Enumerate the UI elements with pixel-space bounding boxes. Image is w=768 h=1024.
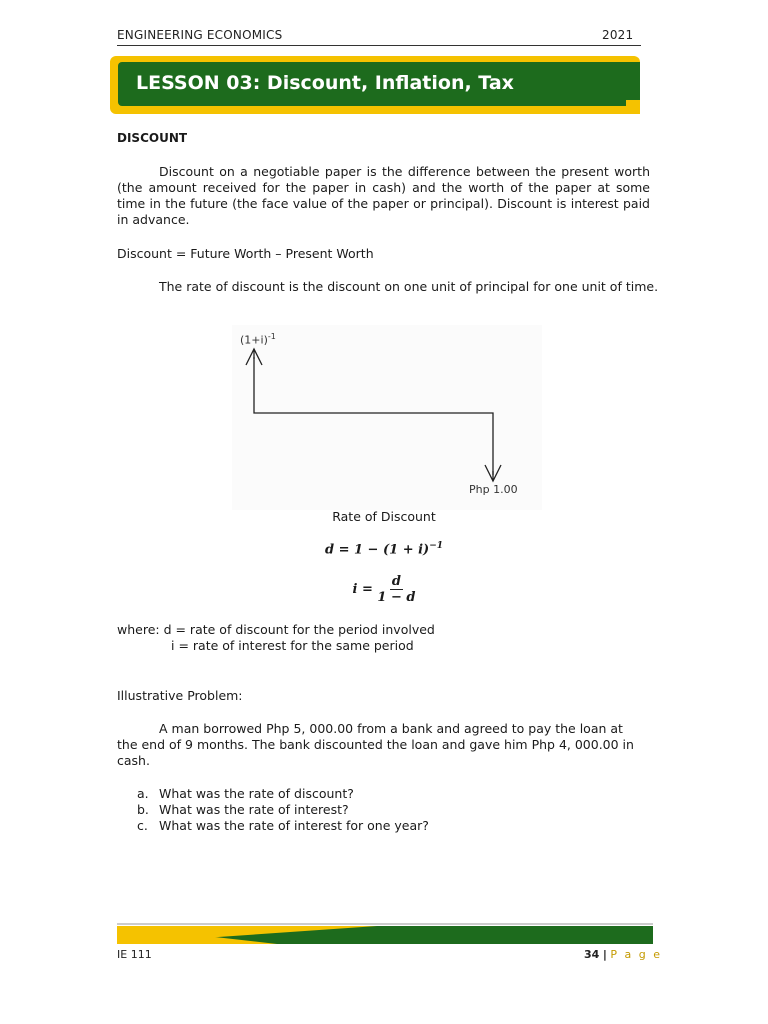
header-divider bbox=[117, 45, 641, 46]
page-number: 34 bbox=[584, 948, 600, 961]
interest-formula-lhs: i = bbox=[352, 582, 373, 597]
future-worth-label: Php 1.00 bbox=[469, 483, 518, 496]
list-item-text: What was the rate of interest for one year? bbox=[159, 818, 429, 833]
banner-panel bbox=[118, 62, 640, 106]
footer-bar bbox=[117, 922, 653, 944]
footer-bar-svg bbox=[117, 922, 653, 944]
discount-formula-text: Discount = Future Worth – Present Worth bbox=[117, 246, 374, 261]
rate-of-discount-caption: Rate of Discount bbox=[332, 509, 436, 524]
discount-rate-exponent: −1 bbox=[429, 541, 444, 551]
header-year: 2021 bbox=[602, 28, 634, 42]
present-worth-label bbox=[240, 332, 276, 347]
problem-statement: A man borrowed Php 5, 000.00 from a bank and agreed to pay the loan at the end of 9 months. The bank discounted the loan and gave him Php 4, 000.00 in cash. bbox=[117, 721, 634, 768]
where-line-1: where: d = rate of discount for the period involved bbox=[117, 622, 435, 637]
list-marker: c. bbox=[137, 818, 148, 833]
lesson-title: LESSON 03: Discount, Inflation, Tax bbox=[136, 72, 514, 94]
discount-rate-formula bbox=[0, 541, 768, 557]
banner-notch bbox=[626, 100, 640, 114]
lesson-banner bbox=[110, 56, 640, 114]
list-item bbox=[137, 818, 617, 834]
interest-fraction bbox=[377, 574, 415, 605]
list-item bbox=[137, 802, 617, 818]
cash-flow-diagram bbox=[232, 325, 542, 510]
present-worth-base: (1+i) bbox=[240, 333, 268, 347]
fraction-denominator: 1 − d bbox=[377, 590, 416, 605]
footer-page-number bbox=[584, 948, 662, 961]
problem-questions bbox=[137, 786, 617, 834]
list-item-text: What was the rate of discount? bbox=[159, 786, 354, 801]
list-item-text: What was the rate of interest? bbox=[159, 802, 349, 817]
footer-course-code: IE 111 bbox=[117, 948, 152, 961]
header-course-title: ENGINEERING ECONOMICS bbox=[117, 28, 283, 42]
rate-of-discount-definition: The rate of discount is the discount on one unit of principal for one unit of time. bbox=[159, 279, 659, 294]
page-word: P a g e bbox=[610, 948, 662, 961]
list-marker: a. bbox=[137, 786, 149, 801]
where-line-2: i = rate of interest for the same period bbox=[171, 638, 414, 653]
list-marker: b. bbox=[137, 802, 149, 817]
discount-definition: Discount on a negotiable paper is the difference between the present worth (the amount received for the paper in cash) and the worth of the paper at some time in the future (the face value of the paper or principal). Discount is interest paid in advance. bbox=[117, 164, 650, 227]
problem-heading: Illustrative Problem: bbox=[117, 688, 243, 703]
section-heading: DISCOUNT bbox=[117, 131, 188, 145]
question-list bbox=[137, 786, 617, 834]
fraction-numerator: d bbox=[391, 574, 401, 589]
discount-rate-equation: d = 1 − (1 + i) bbox=[324, 542, 430, 558]
list-item bbox=[137, 786, 617, 802]
present-worth-exponent: -1 bbox=[267, 332, 276, 341]
page-separator: | bbox=[602, 948, 607, 961]
interest-rate-formula bbox=[0, 574, 768, 605]
